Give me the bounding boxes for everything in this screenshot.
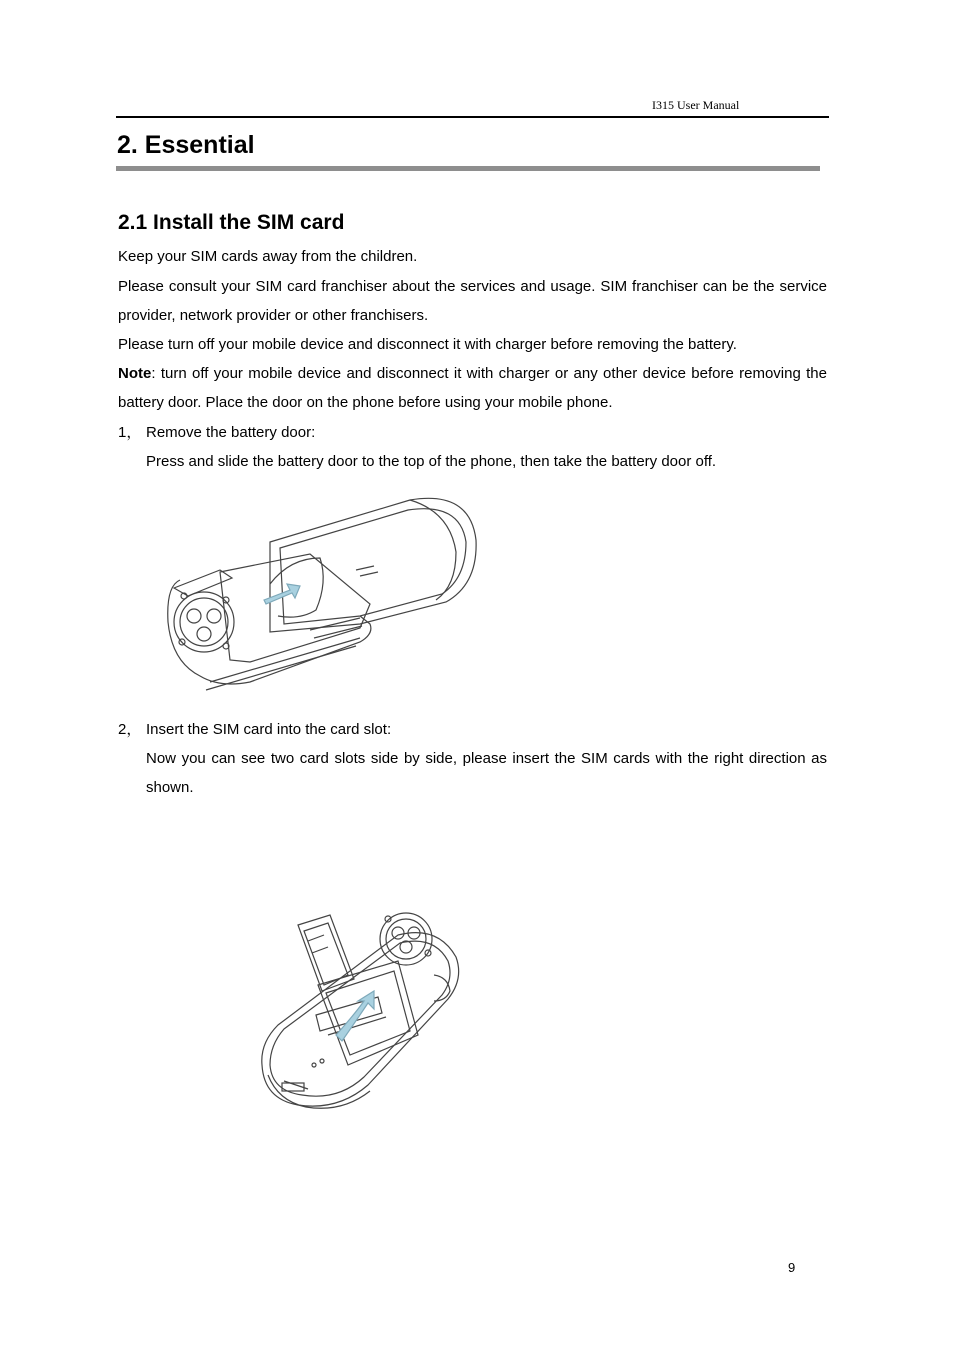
chapter-rule: [116, 166, 820, 171]
header-rule: [116, 116, 829, 118]
paragraph-children-warning: Keep your SIM cards away from the children.: [118, 248, 418, 265]
step-1-title: Remove the battery door:: [146, 424, 316, 441]
step-2-title: Insert the SIM card into the card slot:: [146, 721, 392, 738]
chapter-title: 2. Essential: [117, 131, 255, 159]
paragraph-franchiser: Please consult your SIM card franchiser about the services and usage. SIM franchiser can be the service provider, network provider or other franchisers.: [118, 278, 827, 324]
step-2-number: 2，: [118, 721, 142, 738]
manual-title: I315 User Manual: [652, 98, 740, 112]
note-label: Note: [118, 365, 152, 382]
paragraph-note: [118, 359, 827, 417]
step-2-description: Now you can see two card slots side by side, please insert the SIM cards with the right direction as shown.: [146, 750, 827, 796]
page-number: 9: [788, 1260, 796, 1275]
step-1-number: 1，: [118, 424, 142, 441]
battery-door-removal-illustration: [160, 492, 482, 698]
sim-card-insertion-illustration: [258, 905, 468, 1117]
section-title: 2.1 Install the SIM card: [118, 211, 345, 234]
note-text: : turn off your mobile device and disconnect it with charger or any other device before removing the battery door. Place the door on the phone before using your mobile phone.: [118, 365, 827, 411]
step-1-description: Press and slide the battery door to the top of the phone, then take the battery door off.: [146, 453, 717, 470]
paragraph-turn-off: Please turn off your mobile device and disconnect it with charger before removing the battery.: [118, 336, 737, 353]
